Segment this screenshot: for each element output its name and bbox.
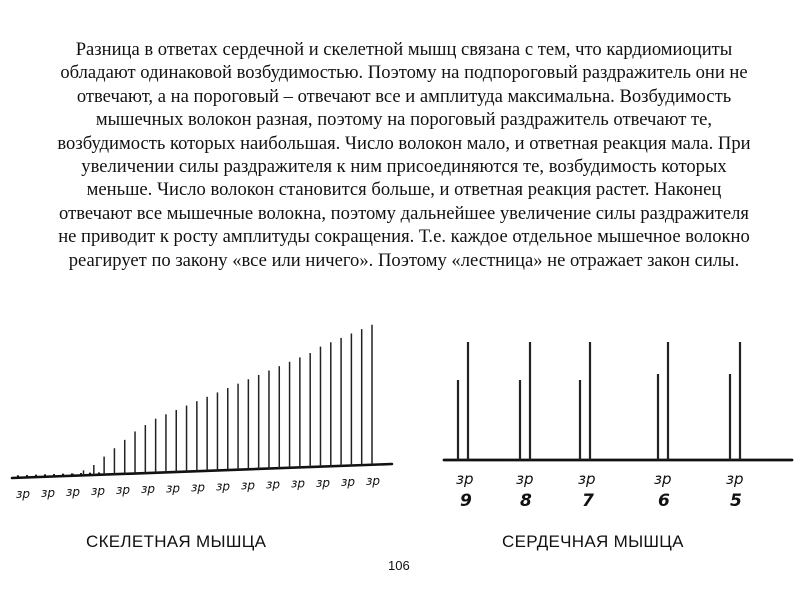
stimulus-label: зр: [66, 485, 80, 500]
stimulus-value: 5: [730, 491, 742, 511]
stimulus-label: зр: [291, 476, 305, 491]
stimulus-mark: [80, 473, 82, 475]
stimulus-mark: [98, 472, 100, 474]
stimulus-label: зр: [116, 483, 130, 498]
stimulus-label: зр: [456, 470, 474, 488]
stimulus-label: зр: [341, 474, 355, 489]
stimulus-value: 8: [520, 491, 532, 511]
stimulus-label: зр: [516, 470, 534, 488]
stimulus-label: зр: [191, 480, 205, 495]
stimulus-label: зр: [366, 473, 380, 488]
stimulus-mark: [17, 475, 19, 477]
stimulus-label: зр: [726, 470, 744, 488]
skeletal-muscle-figure: [4, 318, 396, 530]
stimulus-label: зр: [141, 482, 155, 497]
cardiac-muscle-figure: [440, 318, 796, 530]
stimulus-label: зр: [316, 475, 330, 490]
stimulus-label: зр: [241, 478, 255, 493]
stimulus-label: зр: [654, 470, 672, 488]
stimulus-value: 9: [460, 491, 472, 511]
stimulus-value: 7: [582, 491, 594, 511]
stimulus-value: 6: [658, 491, 670, 511]
stimulus-mark: [62, 474, 64, 476]
cardiac-muscle-caption: СЕРДЕЧНАЯ МЫШЦА: [502, 532, 684, 551]
stimulus-mark: [53, 474, 55, 476]
stimulus-label: зр: [41, 485, 55, 500]
stimulus-label: зр: [166, 481, 180, 496]
stimulus-label: зр: [216, 479, 230, 494]
page-number: 106: [388, 558, 410, 573]
baseline: [12, 464, 392, 478]
skeletal-muscle-recording: [4, 318, 396, 530]
stimulus-mark: [44, 474, 46, 476]
stimulus-mark: [26, 475, 28, 477]
cardiac-muscle-recording: [440, 318, 796, 530]
body-paragraph: Разница в ответах сердечной и скелетной мышц связана с тем, что кардиомиоциты обладают одинаковой возбудимостью. Поэтому на подпороговый раздражитель они не отвечают, а на пороговый – отвечают все и амплитуда максимальна. Возбудимость мышечных волокон разная, поэтому на пороговый раздражитель отвечают те, возбудимость которых наибольшая. Число волокон мало, и ответная реакция мала. При увеличении силы раздражителя к ним присоединяются те, возбудимость которых меньше. Число волокон становится больше, и ответная реакция растет. Наконец отвечают все мышечные волокна, поэтому дальнейшее увеличение силы раздражителя не приводит к росту амплитуды сокращения. Т.е. каждое отдельное мышечное волокно реагирует по закону «все или ничего». Поэтому «лестница» не отражает закон силы.: [57, 39, 751, 271]
stimulus-label: зр: [91, 484, 105, 499]
stimulus-label: зр: [266, 477, 280, 492]
stimulus-label: зр: [578, 470, 596, 488]
stimulus-mark: [89, 473, 91, 475]
stimulus-mark: [35, 475, 37, 477]
stimulus-label: зр: [16, 486, 30, 501]
skeletal-muscle-caption: СКЕЛЕТНАЯ МЫШЦА: [86, 532, 267, 551]
